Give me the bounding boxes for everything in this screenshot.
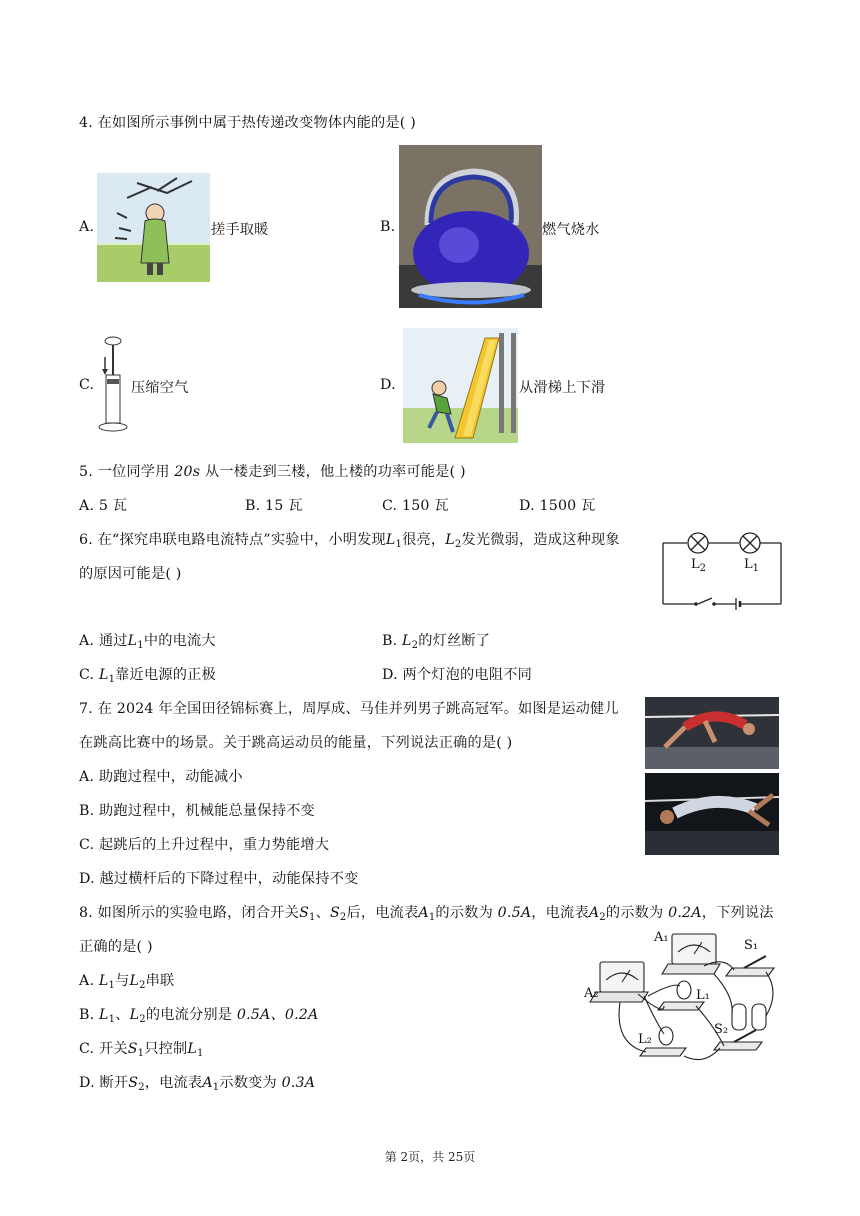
q8-label-a1: A₁ (654, 930, 669, 945)
q7-option-a: A. 助跑过程中，动能减小 (79, 769, 243, 785)
q4-option-a-letter: A. (79, 219, 95, 235)
q4-image-syringe (96, 335, 131, 435)
q8-option-b: B. $L_1$、$L_2$的电流分别是 0.5A、0.2A (79, 1007, 319, 1025)
q4-stem: 4. 在如图所示事例中属于热传递改变物体内能的是( ) (79, 115, 416, 131)
q8-line1: 8. 如图所示的实验电路，闭合开关$S_1$、$S_2$后，电流表$A_1$的示数为 0.5A，电流表$A_2$的示数为 0.2A，下列说法 (79, 905, 774, 923)
q4-option-a-caption: 搓手取暖 (211, 222, 269, 238)
q8-option-a: A. $L_1$与$L_2$串联 (79, 973, 175, 991)
q6-circuit-diagram (660, 530, 784, 610)
q8-label-l1: L₁ (696, 988, 710, 1003)
q8-label-s2: S₂ (714, 1022, 729, 1037)
q4-option-b-caption: 燃气烧水 (542, 222, 600, 238)
q6-circuit-label-l1: $L_1$ (744, 557, 760, 574)
q7-photo-high-jump-2 (645, 773, 779, 855)
q7-photo-high-jump-1 (645, 697, 779, 769)
q7-line2: 在跳高比赛中的场景。关于跳高运动员的能量，下列说法正确的是( ) (79, 735, 513, 751)
q4-option-b-letter: B. (380, 219, 396, 235)
q4-image-slide (403, 328, 518, 443)
q7-option-c: C. 起跳后的上升过程中，重力势能增大 (79, 837, 330, 853)
q7-line1: 7. 在 2024 年全国田径锦标赛上，周厚成、马佳并列男子跳高冠军。如图是运动健儿 (79, 701, 619, 717)
q8-option-c: C. 开关$S_1$只控制$L_1$ (79, 1041, 204, 1059)
q6-line2: 的原因可能是( ) (79, 566, 182, 582)
q8-label-l2: L₂ (638, 1032, 652, 1047)
q5-option-d: D. 1500 瓦 (519, 498, 596, 514)
q4-option-d-caption: 从滑梯上下滑 (519, 380, 606, 396)
q8-label-s1: S₁ (744, 938, 759, 953)
q6-option-d: D. 两个灯泡的电阻不同 (382, 667, 532, 683)
q4-option-c-letter: C. (79, 377, 95, 393)
q8-option-d: D. 断开$S_2$，电流表$A_1$示数变为 0.3A (79, 1075, 316, 1093)
q7-option-b: B. 助跑过程中，机械能总量保持不变 (79, 803, 315, 819)
q4-option-d-letter: D. (380, 377, 396, 393)
q7-option-d: D. 越过横杆后的下降过程中，动能保持不变 (79, 871, 359, 887)
q8-line2: 正确的是( ) (79, 939, 153, 955)
q8-circuit-diagram (584, 926, 780, 1072)
q6-circuit-label-l2: $L_2$ (691, 557, 707, 574)
q5-option-b: B. 15 瓦 (245, 498, 303, 514)
page-footer: 第 2页，共 25页 (384, 1150, 476, 1164)
q5-option-c: C. 150 瓦 (382, 498, 449, 514)
q4-image-kettle (399, 145, 542, 308)
q4-option-c-caption: 压缩空气 (131, 380, 189, 396)
q6-option-a: A. 通过$L_1$中的电流大 (79, 633, 216, 651)
q5-stem: 5. 一位同学用 20s 从一楼走到三楼，他上楼的功率可能是( ) (79, 464, 466, 480)
q6-option-b: B. $L_2$的灯丝断了 (382, 633, 491, 651)
q6-option-c: C. $L_1$靠近电源的正极 (79, 667, 216, 685)
q6-line1: 6. 在“探究串联电路电流特点”实验中，小明发现$L_1$很亮，$L_2$发光微弱，造成这种现象 (79, 532, 620, 550)
q4-image-rub-hands (97, 173, 210, 282)
q5-option-a: A. 5 瓦 (79, 498, 128, 514)
q8-label-a2: A₂ (584, 986, 599, 1001)
